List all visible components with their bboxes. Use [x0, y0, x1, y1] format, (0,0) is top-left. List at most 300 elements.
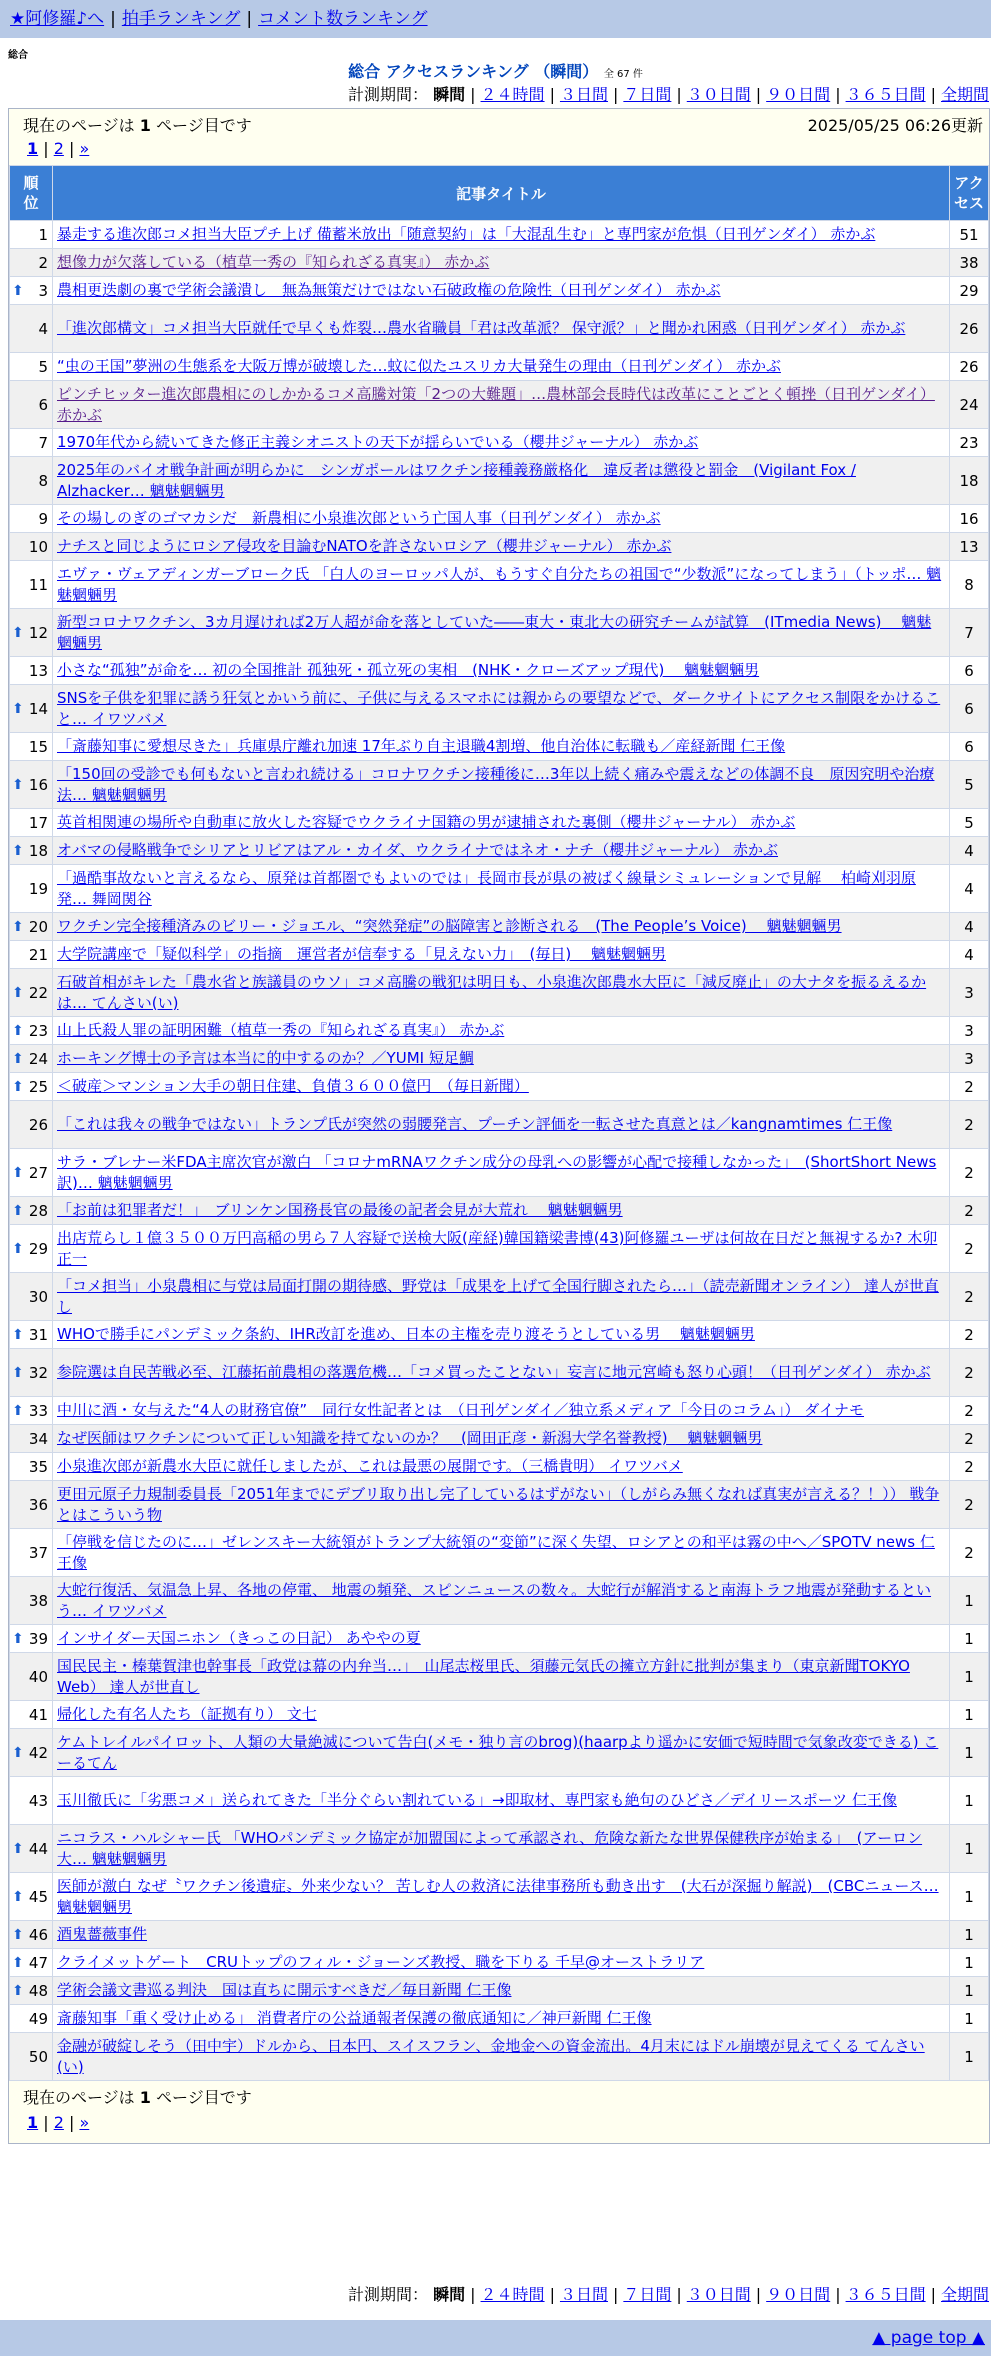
period-link-6[interactable]: 全期間	[940, 85, 989, 104]
rank-number: 39	[28, 1629, 48, 1648]
article-title-link[interactable]: エヴァ・ヴェアディンガーブローク氏 「白人のヨーロッパ人が、もうすぐ自分たちの祖国で“少数派”になってしまう」（トッポ… 魑魅魍魎男	[57, 564, 942, 604]
current-page-prefix: 現在のページは	[23, 2088, 135, 2107]
article-title-link[interactable]: オバマの侵略戦争でシリアとリビアはアル・カイダ、ウクライナではネオ・ナチ（櫻井ジャーナル） 赤かぶ	[57, 841, 779, 859]
table-row	[10, 505, 989, 533]
topnav-link-asyura[interactable]: ★阿修羅♪へ	[10, 9, 105, 29]
table-row	[10, 1949, 989, 1977]
period-selector-top	[348, 84, 989, 106]
title-cell	[53, 1653, 950, 1701]
separator: |	[835, 85, 841, 104]
access-count: 2	[950, 1225, 989, 1273]
title-cell	[53, 969, 950, 1017]
article-title-link[interactable]: ピンチヒッター進次郎農相にのしかかるコメ高騰対策「2つの大難題」…農林部会長時代は改革にことごとく頓挫（日刊ゲンダイ） 赤かぶ	[57, 384, 935, 424]
page-info-bottom	[9, 2081, 989, 2143]
rank-cell	[10, 277, 53, 305]
rank-cell	[10, 837, 53, 865]
separator: |	[549, 85, 555, 104]
article-title-link[interactable]: 大学院講座で「疑似科学」の指摘 運営者が信奉する「見えない力」 (毎日) 魑魅魍魎男	[57, 945, 666, 963]
ranking-rows	[10, 221, 989, 2081]
period-link-4[interactable]: ９０日間	[766, 2285, 831, 2304]
title-cell	[53, 353, 950, 381]
rank-number: 14	[28, 699, 48, 718]
rank-number: 8	[38, 471, 48, 490]
table-row	[10, 761, 989, 809]
table-row	[10, 1149, 989, 1197]
table-row	[10, 249, 989, 277]
rank-number: 34	[28, 1429, 48, 1448]
rank-number: 30	[28, 1287, 48, 1306]
article-title-link[interactable]: クライメットゲート CRUトップのフィル・ジョーンズ教授、職を下りる 千早@オーストラリア	[57, 1953, 705, 1971]
title-cell	[53, 941, 950, 969]
rank-cell	[10, 1701, 53, 1729]
title-cell	[53, 1481, 950, 1529]
table-row	[10, 1101, 989, 1149]
table-row	[10, 2033, 989, 2081]
title-cell	[53, 1577, 950, 1625]
access-count: 13	[950, 533, 989, 561]
title-cell	[53, 865, 950, 913]
rank-cell	[10, 353, 53, 381]
access-count: 7	[950, 609, 989, 657]
article-title-link[interactable]: 「お前は犯罪者だ！」 ブリンケン国務長官の最後の記者会見が大荒れ 魑魅魍魎男	[57, 1201, 623, 1219]
article-title-link[interactable]: 小泉進次郎が新農水大臣に就任しましたが、これは最悪の展開です。（三橋貴明） イワツバメ	[57, 1457, 683, 1475]
separator: |	[676, 85, 682, 104]
access-count: 5	[950, 809, 989, 837]
rank-up-arrow-icon: ⬆	[12, 1050, 24, 1067]
access-count: 2	[950, 1273, 989, 1321]
rank-up-arrow-icon: ⬆	[12, 1364, 24, 1381]
table-row	[10, 1529, 989, 1577]
article-title-link[interactable]: ニコラス・ハルシャー氏 「WHOパンデミック協定が加盟国によって承認され、危険な新たな世界保健秩序が始まる」 (アーロン大… 魑魅魍魎男	[57, 1828, 923, 1868]
period-label: 計測期間：	[348, 85, 429, 104]
article-title-link[interactable]: 帰化した有名人たち（証拠有り） 文七	[57, 1705, 317, 1723]
rank-number: 41	[28, 1705, 48, 1724]
article-title-link[interactable]: ホーキング博士の予言は本当に的中するのか？／YUMI 短足鯛	[57, 1049, 474, 1067]
article-title-link[interactable]: 更田元原子力規制委員長「2051年までにデブリ取り出し完了しているはずがない」（しがらみ無くなれば真実が言える？！）） 戦争とはこういう物	[57, 1484, 940, 1524]
access-count: 1	[950, 1701, 989, 1729]
table-row	[10, 1577, 989, 1625]
rank-cell	[10, 1921, 53, 1949]
article-title-link[interactable]: 山上氏殺人罪の証明困難（植草一秀の『知られざる真実』） 赤かぶ	[57, 1021, 505, 1039]
access-count: 2	[950, 1481, 989, 1529]
period-link-5[interactable]: ３６５日間	[845, 2285, 926, 2304]
title-cell	[53, 1225, 950, 1273]
article-title-link[interactable]: 石破首相がキレた「農水省と族議員のウソ」コメ高騰の戦犯は明日も、小泉進次郎農水大臣に「減反廃止」の大ナタを振るえるかは… てんさい(い)	[57, 972, 927, 1012]
article-title-link[interactable]: “虫の王国”夢洲の生態系を大阪万博が破壊した…蚊に似たユスリカ大量発生の理由（日刊ゲンダイ） 赤かぶ	[57, 357, 781, 375]
access-count: 4	[950, 913, 989, 941]
access-count: 26	[950, 353, 989, 381]
page-info-top	[9, 109, 989, 165]
title-cell	[53, 1321, 950, 1349]
table-row	[10, 533, 989, 561]
topnav-link-comment-ranking[interactable]: コメント数ランキング	[258, 9, 428, 29]
separator: |	[470, 2285, 476, 2304]
separator: |	[755, 85, 762, 104]
current-page-number: 1	[139, 2088, 151, 2107]
rank-cell	[10, 1825, 53, 1873]
article-title-link[interactable]: その場しのぎのゴマカシだ 新農相に小泉進次郎という亡国人事（日刊ゲンダイ） 赤かぶ	[57, 509, 661, 527]
period-link-3[interactable]: ３０日間	[686, 2285, 751, 2304]
article-title-link[interactable]: 学術会議文書巡る判決 国は直ちに開示すべきだ／毎日新聞 仁王像	[57, 1981, 512, 1999]
title-cell	[53, 837, 950, 865]
rank-number: 33	[28, 1401, 48, 1420]
access-count: 3	[950, 1045, 989, 1073]
rank-up-arrow-icon: ⬆	[12, 1240, 24, 1257]
page-link-2[interactable]: 2	[53, 2113, 64, 2132]
article-title-link[interactable]: 1970年代から続いてきた修正主義シオニストの天下が揺らいでいる（櫻井ジャーナル） 赤かぶ	[57, 433, 699, 451]
rank-up-arrow-icon: ⬆	[12, 918, 24, 935]
rank-number: 29	[28, 1239, 48, 1258]
rank-cell	[10, 1729, 53, 1777]
rank-cell	[10, 249, 53, 277]
rank-cell	[10, 1101, 53, 1149]
page-link-1[interactable]: 1	[27, 139, 39, 158]
article-title-link[interactable]: サラ・ブレナー米FDA主席次官が激白 「コロナmRNAワクチン成分の母乳への影響が心配で接種しなかった」 (ShortShort News訳)… 魑魅魍魎男	[57, 1152, 937, 1192]
article-title-link[interactable]: 想像力が欠落している（植草一秀の『知られざる真実』） 赤かぶ	[57, 253, 490, 271]
rank-cell	[10, 733, 53, 761]
article-title-link[interactable]: 「過酷事故ないと言えるなら、原発は首都圏でもよいのでは」長岡市長が県の被ばく線量シミュレーションで見解 柏崎刈羽原発… 舞岡関谷	[57, 868, 916, 908]
footer-bar	[0, 2320, 991, 2356]
article-title-link[interactable]: 暴走する進次郎コメ担当大臣プチ上げ 備蓄米放出「随意契約」は「大混乱生む」と専門家が危惧（日刊ゲンダイ） 赤かぶ	[57, 225, 876, 243]
table-row	[10, 305, 989, 353]
title-cell	[53, 1701, 950, 1729]
table-row	[10, 1729, 989, 1777]
rank-up-arrow-icon: ⬆	[12, 984, 24, 1001]
rank-up-arrow-icon: ⬆	[12, 1164, 24, 1181]
rank-cell	[10, 1045, 53, 1073]
article-title-link[interactable]: ケムトレイルパイロット、人類の大量絶滅について告白(メモ・独り言のbrog)(haarpより遥かに安価で短時間で気象改変できる) こーるてん	[57, 1732, 939, 1772]
rank-number: 12	[28, 623, 48, 642]
table-row	[10, 969, 989, 1017]
article-title-link[interactable]: SNSを子供を犯罪に誘う狂気とかいう前に、子供に与えるスマホには親からの要望などで、ダークサイトにアクセス制限をかけること… イワツバメ	[57, 688, 941, 728]
access-count: 1	[950, 1729, 989, 1777]
col-header-title: 記事タイトル	[53, 166, 950, 221]
title-cell	[53, 1977, 950, 2005]
col-header-count	[950, 166, 989, 221]
rank-cell	[10, 1073, 53, 1101]
rank-up-arrow-icon: ⬆	[12, 700, 24, 717]
rank-number: 32	[28, 1363, 48, 1382]
article-title-link[interactable]: 2025年のバイオ戦争計画が明らかに シンガポールはワクチン接種義務厳格化 違反者は懲役と罰金 (Vigilant Fox / Alzhacker… 魑魅魍魎男	[57, 460, 856, 500]
rank-cell	[10, 1149, 53, 1197]
rank-cell	[10, 1873, 53, 1921]
rank-up-arrow-icon: ⬆	[12, 842, 24, 859]
period-link-5[interactable]: ３６５日間	[845, 85, 926, 104]
current-page-suffix: ページ目です	[156, 116, 252, 135]
article-title-link[interactable]: 「コメ担当」小泉農相に与党は局面打開の期待感、野党は「成果を上げて全国行脚されたら…」（読売新聞オンライン） 達人が世直し	[57, 1276, 939, 1316]
title-cell	[53, 1397, 950, 1425]
article-title-link[interactable]: ワクチン完全接種済みのビリー・ジョエル、“突然発症”の脳障害と診断される (The People’s Voice) 魑魅魍魎男	[57, 917, 842, 935]
access-count: 24	[950, 381, 989, 429]
title-cell	[53, 1625, 950, 1653]
title-cell	[53, 1017, 950, 1045]
table-row	[10, 277, 989, 305]
rank-cell	[10, 1017, 53, 1045]
rank-cell	[10, 561, 53, 609]
rank-number: 50	[28, 2047, 48, 2066]
total-count: 全 67 件	[603, 69, 643, 80]
title-cell	[53, 221, 950, 249]
table-row	[10, 1921, 989, 1949]
col-header-rank	[10, 166, 53, 221]
rank-number: 16	[28, 775, 48, 794]
rank-cell	[10, 1653, 53, 1701]
period-current: 瞬間	[433, 85, 466, 104]
article-title-link[interactable]: 出店荒らし１億３５００万円高稲の男ら７人容疑で送検大阪(産経)韓国籍梁書博(43)阿修羅ユーザは何故在日だと無視するか? 木卯正一	[57, 1228, 938, 1268]
title-cell	[53, 457, 950, 505]
access-count: 3	[950, 1017, 989, 1045]
rank-up-arrow-icon: ⬆	[12, 1022, 24, 1039]
table-row	[10, 1481, 989, 1529]
rank-number: 37	[28, 1543, 48, 1562]
article-title-link[interactable]: 英首相関連の場所や自動車に放火した容疑でウクライナ国籍の男が逮捕された裏側（櫻井ジャーナル） 赤かぶ	[57, 813, 796, 831]
article-title-link[interactable]: 医師が激白 なぜ〝ワクチン後遺症〟外来少ない？ 苦しむ人の救済に法律事務所も動き出す (大石が深掘り解説) (CBCニュース… 魑魅魍魎男	[57, 1876, 939, 1916]
rank-number: 9	[38, 509, 48, 528]
page-title	[0, 60, 991, 87]
access-count: 2	[950, 1073, 989, 1101]
next-page-link[interactable]: »	[79, 139, 90, 158]
rank-cell	[10, 1225, 53, 1273]
table-row	[10, 837, 989, 865]
title-cell	[53, 1425, 950, 1453]
title-cell	[53, 1873, 950, 1921]
rank-cell	[10, 429, 53, 457]
rank-cell	[10, 381, 53, 429]
rank-number: 18	[28, 841, 48, 860]
access-count: 2	[950, 1197, 989, 1225]
rank-cell	[10, 221, 53, 249]
rank-number: 31	[28, 1325, 48, 1344]
rank-number: 45	[28, 1887, 48, 1906]
access-count: 2	[950, 1453, 989, 1481]
table-row	[10, 1873, 989, 1921]
article-title-link[interactable]: 中川に酒・女与えた“4人の財務官僚” 同行女性記者とは （日刊ゲンダイ／独立系メディア「今日のコラム」） ダイナモ	[57, 1401, 865, 1419]
table-row	[10, 657, 989, 685]
title-cell	[53, 1349, 950, 1397]
article-title-link[interactable]: インサイダー天国ニホン（きっこの日記） あややの夏	[57, 1629, 421, 1647]
topnav-link-clap-ranking[interactable]: 拍手ランキング	[121, 9, 241, 29]
title-cell	[53, 1777, 950, 1825]
article-title-link[interactable]: 新型コロナワクチン、3カ月遅ければ2万人超が命を落としていた――東大・東北大の研究チームが試算 (ITmedia News) 魑魅魍魎男	[57, 612, 932, 652]
rank-up-arrow-icon: ⬆	[12, 1926, 24, 1943]
page-link-2[interactable]: 2	[53, 139, 64, 158]
table-row	[10, 1225, 989, 1273]
title-cell	[53, 1101, 950, 1149]
title-cell	[53, 2033, 950, 2081]
rank-number: 13	[28, 661, 48, 680]
page-top-link[interactable]: ▲ page top ▲	[872, 2328, 985, 2348]
table-row	[10, 1701, 989, 1729]
rank-cell	[10, 1481, 53, 1529]
article-title-link[interactable]: 小さな“孤独”が命を… 初の全国推計 孤独死・孤立死の実相 (NHK・クローズアップ現代) 魑魅魍魎男	[57, 661, 760, 679]
access-count: 4	[950, 865, 989, 913]
separator: |	[549, 2285, 555, 2304]
article-title-link[interactable]: 「斎藤知事に愛想尽きた」兵庫県庁離れ加速 17年ぶり自主退職4割増、他自治体に転職も／産経新聞 仁王像	[57, 737, 786, 755]
access-count: 8	[950, 561, 989, 609]
access-count: 1	[950, 1825, 989, 1873]
article-title-link[interactable]: 参院選は自民苦戦必至、江藤拓前農相の落選危機…「コメ買ったことない」妄言に地元宮崎も怒り心頭！（日刊ゲンダイ） 赤かぶ	[57, 1363, 931, 1381]
rank-cell	[10, 305, 53, 353]
title-cell	[53, 913, 950, 941]
title-cell	[53, 1949, 950, 1977]
updated-timestamp: 2025/05/25 06:26更新	[807, 116, 983, 135]
rank-cell	[10, 1321, 53, 1349]
table-row	[10, 221, 989, 249]
rank-up-arrow-icon: ⬆	[12, 1888, 24, 1905]
title-cell	[53, 809, 950, 837]
article-title-link[interactable]: 「これは我々の戦争ではない」トランプ氏が突然の弱腰発言、プーチン評価を一転させた真意とは／kangnamtimes 仁王像	[57, 1115, 893, 1133]
rank-number: 46	[28, 1925, 48, 1944]
article-title-link[interactable]: 酒鬼薔薇事件	[57, 1925, 148, 1943]
access-count: 2	[950, 1397, 989, 1425]
period-link-1[interactable]: ３日間	[559, 85, 608, 104]
access-count: 1	[950, 1949, 989, 1977]
table-row	[10, 733, 989, 761]
rank-number: 43	[28, 1791, 48, 1810]
access-count: 29	[950, 277, 989, 305]
rank-number: 42	[28, 1743, 48, 1762]
table-row	[10, 381, 989, 429]
ranking-table	[9, 165, 989, 2081]
current-page-text	[23, 113, 252, 136]
rank-cell	[10, 533, 53, 561]
separator: |	[470, 85, 476, 104]
rank-number: 10	[28, 537, 48, 556]
period-link-0[interactable]: ２４時間	[480, 2285, 545, 2304]
rank-cell	[10, 1349, 53, 1397]
rank-cell	[10, 913, 53, 941]
rank-number: 49	[28, 2009, 48, 2028]
rank-cell	[10, 865, 53, 913]
rank-cell	[10, 1453, 53, 1481]
rank-number: 3	[38, 281, 48, 300]
rank-up-arrow-icon: ⬆	[12, 776, 24, 793]
period-link-2[interactable]: ７日間	[623, 2285, 672, 2304]
rank-up-arrow-icon: ⬆	[12, 624, 24, 641]
article-title-link[interactable]: 「停戦を信じたのに…」ゼレンスキー大統領がトランプ大統領の“変節”に深く失望、ロシアとの和平は霧の中へ／SPOTV news 仁王像	[57, 1532, 935, 1572]
access-count: 6	[950, 733, 989, 761]
title-cell	[53, 657, 950, 685]
rank-number: 15	[28, 737, 48, 756]
separator: |	[930, 85, 936, 104]
rank-number: 19	[28, 879, 48, 898]
rank-number: 44	[28, 1839, 48, 1858]
rank-number: 23	[28, 1021, 48, 1040]
title-cell	[53, 1921, 950, 1949]
title-cell	[53, 249, 950, 277]
period-link-4[interactable]: ９０日間	[766, 85, 831, 104]
period-link-0[interactable]: ２４時間	[480, 85, 545, 104]
article-title-link[interactable]: ＜破産＞マンション大手の朝日住建、負債３６００億円 （毎日新聞）	[57, 1077, 529, 1095]
table-row	[10, 561, 989, 609]
access-count: 2	[950, 1149, 989, 1197]
rank-number: 21	[28, 945, 48, 964]
access-count: 2	[950, 1425, 989, 1453]
period-link-1[interactable]: ３日間	[559, 2285, 608, 2304]
table-row	[10, 941, 989, 969]
rank-cell	[10, 761, 53, 809]
rank-cell	[10, 2033, 53, 2081]
title-cell	[53, 381, 950, 429]
page-title-text: 総合 アクセスランキング （瞬間）	[348, 62, 599, 81]
access-count: 1	[950, 1577, 989, 1625]
title-cell	[53, 2005, 950, 2033]
period-label: 計測期間：	[348, 2285, 429, 2304]
next-page-link[interactable]: »	[79, 2113, 90, 2132]
title-cell	[53, 533, 950, 561]
article-title-link[interactable]: WHOで勝手にパンデミック条約、IHR改訂を進め、日本の主権を売り渡そうとしている男 魑魅魍魎男	[57, 1325, 755, 1343]
rank-cell	[10, 505, 53, 533]
article-title-link[interactable]: 農相更迭劇の裏で学術会議潰し 無為無策だけではない石破政権の危険性（日刊ゲンダイ） 赤かぶ	[57, 281, 721, 299]
access-count: 2	[950, 1321, 989, 1349]
rank-number: 5	[38, 357, 48, 376]
separator: |	[930, 2285, 936, 2304]
title-cell	[53, 1729, 950, 1777]
article-title-link[interactable]: 「150回の受診でも何もないと言われ続ける」コロナワクチン接種後に…3年以上続く痛みや震えなどの体調不良 原因究明や治療法… 魑魅魍魎男	[57, 764, 935, 804]
rank-cell	[10, 1625, 53, 1653]
title-cell	[53, 609, 950, 657]
access-count: 5	[950, 761, 989, 809]
period-link-2[interactable]: ７日間	[623, 85, 672, 104]
article-title-link[interactable]: なぜ医師はワクチンについて正しい知識を持てないのか？ (岡田正彦・新潟大学名誉教授) 魑魅魍魎男	[57, 1429, 763, 1447]
rank-up-arrow-icon: ⬆	[12, 1326, 24, 1343]
access-count: 1	[950, 1873, 989, 1921]
period-link-6[interactable]: 全期間	[940, 2285, 989, 2304]
article-title-link[interactable]: 斎藤知事「重く受け止める」 消費者庁の公益通報者保護の徹底通知に／神戸新聞 仁王像	[57, 2009, 652, 2027]
rank-up-arrow-icon: ⬆	[12, 1982, 24, 1999]
article-title-link[interactable]: 玉川徹氏に「劣悪コメ」送られてきた「半分ぐらい割れている」→即取材、専門家も絶句のひどさ／デイリースポーツ 仁王像	[57, 1791, 897, 1809]
rank-cell	[10, 1529, 53, 1577]
separator: |	[612, 85, 619, 104]
table-row	[10, 1349, 989, 1397]
table-row	[10, 913, 989, 941]
rank-cell	[10, 457, 53, 505]
article-title-link[interactable]: ナチスと同じようにロシア侵攻を目論むNATOを許さないロシア（櫻井ジャーナル） 赤かぶ	[57, 537, 672, 555]
article-title-link[interactable]: 国民民主・榛葉賀津也幹事長「政党は幕の内弁当…」 山尾志桜里氏、須藤元気氏の擁立方針に批判が集まり（東京新聞TOKYO Web） 達人が世直し	[57, 1656, 910, 1696]
table-row	[10, 1425, 989, 1453]
title-cell	[53, 305, 950, 353]
access-count: 23	[950, 429, 989, 457]
table-row	[10, 353, 989, 381]
article-title-link[interactable]: 大蛇行復活、気温急上昇、各地の停電、 地震の頻発、スピンニュースの数々。大蛇行が解消すると南海トラフ地震が発動するという… イワツバメ	[57, 1580, 932, 1620]
rank-cell	[10, 1197, 53, 1225]
access-count: 1	[950, 1921, 989, 1949]
rank-number: 6	[38, 395, 48, 414]
period-link-3[interactable]: ３０日間	[686, 85, 751, 104]
table-row	[10, 1197, 989, 1225]
current-page-text-bottom	[23, 2085, 252, 2108]
access-count: 38	[950, 249, 989, 277]
access-count: 16	[950, 505, 989, 533]
table-row	[10, 1017, 989, 1045]
rank-up-arrow-icon: ⬆	[12, 1078, 24, 1095]
access-count: 1	[950, 1653, 989, 1701]
rank-cell	[10, 1977, 53, 2005]
rank-number: 28	[28, 1201, 48, 1220]
table-row	[10, 1453, 989, 1481]
rank-number: 36	[28, 1495, 48, 1514]
access-count: 2	[950, 1529, 989, 1577]
table-row	[10, 2005, 989, 2033]
article-title-link[interactable]: 金融が破綻しそう（田中宇）ドルから、日本円、スイスフラン、金地金への資金流出。4月末にはドル崩壊が見えてくる てんさい(い)	[57, 2036, 925, 2076]
article-title-link[interactable]: 「進次郎構文」コメ担当大臣就任で早くも炸裂…農水省職員「君は改革派？ 保守派？」と聞かれ困惑（日刊ゲンダイ） 赤かぶ	[57, 319, 906, 337]
title-cell	[53, 277, 950, 305]
page-link-1[interactable]: 1	[27, 2113, 39, 2132]
table-row	[10, 809, 989, 837]
rank-cell	[10, 609, 53, 657]
access-count: 51	[950, 221, 989, 249]
access-count: 3	[950, 969, 989, 1017]
